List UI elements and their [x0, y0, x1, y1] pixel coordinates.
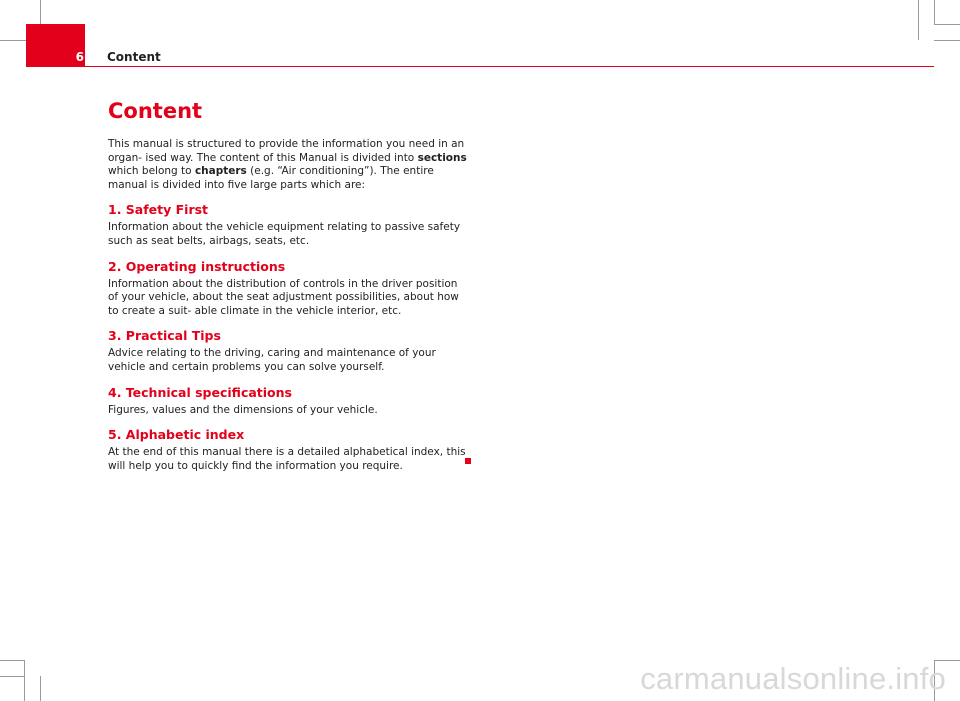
intro-text: which belong to — [108, 165, 195, 178]
crop-mark — [918, 0, 919, 40]
crop-mark — [0, 660, 24, 661]
crop-mark — [934, 24, 960, 25]
intro-paragraph — [108, 138, 470, 192]
section-text-alphabetic-index: At the end of this manual there is a detailed alphabetical index, this will help you to quickly find the information you require. — [108, 446, 466, 472]
section-title-operating-instructions: 2. Operating instructions — [108, 258, 286, 274]
intro-bold-sections: sections — [417, 151, 467, 164]
section-text-safety-first: Information about the vehicle equipment relating to passive safety such as seat belts, airbags, seats, etc. — [108, 221, 461, 247]
page-number: 6 — [75, 50, 84, 64]
section-title-alphabetic-index: 5. Alphabetic index — [108, 427, 245, 443]
running-header-title: Content — [107, 50, 161, 64]
section-title-practical-tips: 3. Practical Tips — [108, 328, 221, 344]
page-content — [108, 98, 470, 473]
section-text-technical-specifications: Figures, values and the dimensions of your vehicle. — [108, 403, 378, 416]
crop-mark — [40, 676, 41, 701]
crop-mark — [24, 660, 25, 701]
intro-bold-chapters: chapters — [194, 165, 247, 178]
header-rule — [26, 66, 934, 67]
crop-mark — [934, 0, 935, 24]
section-text-operating-instructions: Information about the distribution of controls in the driver position of your vehicle, about the seat adjustment possibilities, about how to create a suit- able climate in the vehicle interior, etc. — [108, 277, 459, 317]
section-end-marker-icon — [465, 458, 471, 464]
section-text-practical-tips: Advice relating to the driving, caring and maintenance of your vehicle and certain problems you can solve yourself. — [108, 347, 436, 373]
crop-mark — [0, 676, 24, 677]
intro-text: This manual is structured to provide the information you need in an organ- ised way. The content of this Manual is divided into — [108, 138, 465, 164]
page-title: Content — [108, 99, 203, 123]
intro-text: (e.g. “Air conditioning”). The entire manual is divided into five large parts which are: — [108, 165, 434, 191]
crop-mark — [0, 40, 26, 41]
watermark: carmanualsonline.info — [640, 661, 946, 696]
section-title-safety-first: 1. Safety First — [108, 202, 209, 218]
section-title-technical-specifications: 4. Technical specifications — [108, 384, 292, 400]
crop-mark — [934, 40, 960, 41]
